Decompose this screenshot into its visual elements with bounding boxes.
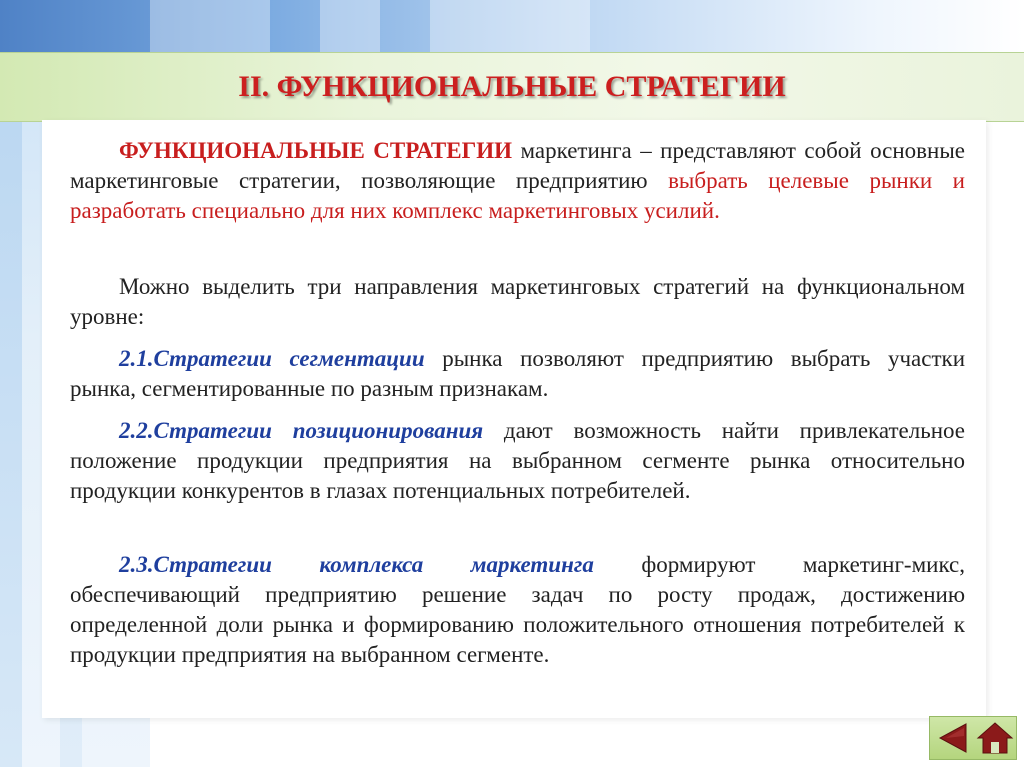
paragraph-positioning xyxy=(70,416,965,506)
marketing-mix-text: формируют маркетинг-микс, обеспечивающий предприятию решение задач по росту продаж, достижению определенной доли рынка и формированию положительного отношения потребителей к продукции предприятия на выбранном сегменте. xyxy=(70,552,965,667)
home-icon xyxy=(976,720,1014,756)
top-decor-band xyxy=(0,0,1024,52)
title-banner xyxy=(0,52,1024,122)
definition-highlight: выбрать целевые рынки и разработать специально для них комплекс маркетинговых усилий. xyxy=(70,168,965,223)
content-panel xyxy=(42,120,986,718)
directions-text: Можно выделить три направления маркетинговых стратегий на функциональном уровне: xyxy=(70,274,965,329)
paragraph-directions xyxy=(70,272,965,332)
home-button[interactable] xyxy=(976,720,1014,756)
term-positioning: 2.2.Стратегии позиционирования xyxy=(119,418,484,443)
term-marketing-mix: 2.3.Стратегии комплекса маркетинга xyxy=(119,552,594,577)
paragraph-segmentation xyxy=(70,344,965,404)
back-arrow-icon xyxy=(934,720,972,756)
segmentation-text: рынка позволяют предприятию выбрать участки рынка, сегментированные по разным признакам. xyxy=(70,346,966,401)
navigation-bar xyxy=(929,716,1017,760)
definition-text: маркетинга – представляют собой основные маркетинговые стратегии, позволяющие предприятию xyxy=(70,138,965,193)
term-segmentation: 2.1.Стратегии сегментации xyxy=(119,346,425,371)
paragraph-marketing-mix xyxy=(70,550,965,670)
positioning-text: дают возможность найти привлекательное положение продукции предприятия на выбранном сегменте рынка относительно продукции конкурентов в глазах потенциальных потребителей. xyxy=(70,418,965,503)
slide-title: II. ФУНКЦИОНАЛЬНЫЕ СТРАТЕГИИ xyxy=(238,70,786,103)
term-functional-strategies: ФУНКЦИОНАЛЬНЫЕ СТРАТЕГИИ xyxy=(119,138,513,163)
back-button[interactable] xyxy=(934,720,972,756)
paragraph-definition xyxy=(70,136,965,226)
